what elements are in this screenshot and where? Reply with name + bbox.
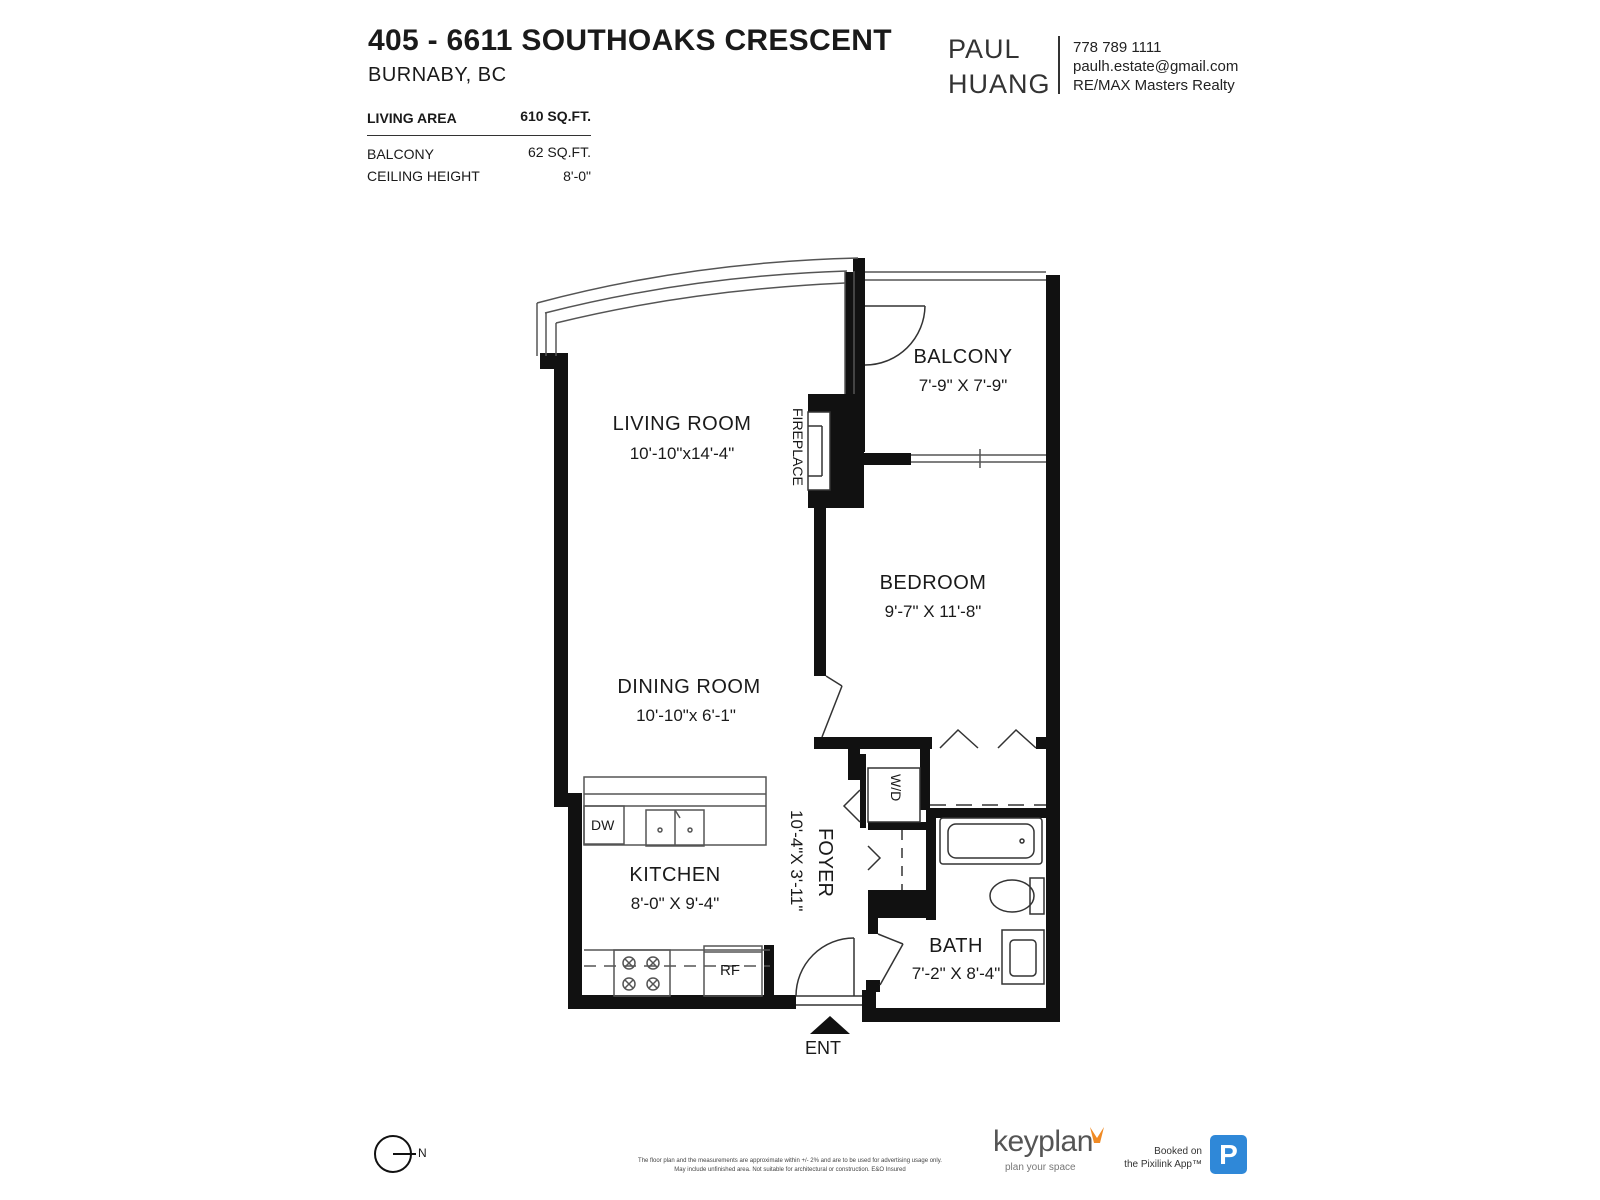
property-address: 405 - 6611 SOUTHOAKS CRESCENT — [368, 24, 892, 57]
toilet-tank — [1030, 878, 1044, 914]
bedroom-balcony-slider — [911, 449, 1046, 468]
room-kitchen-name: KITCHEN — [629, 864, 721, 886]
bath-fixtures — [940, 818, 1044, 984]
dishwasher-label: DW — [591, 817, 615, 833]
wall-bath-door-jamb-low — [866, 980, 880, 992]
room-bedroom-name: BEDROOM — [879, 572, 987, 594]
toilet-bowl — [990, 880, 1034, 912]
living-area-value: 610 SQ.FT. — [520, 108, 591, 124]
keyplan-tagline: plan your space — [1005, 1162, 1076, 1173]
kitchen-counter — [584, 946, 770, 996]
pixilink-booked-text — [1108, 1145, 1202, 1171]
wall-bath-partition — [868, 890, 936, 918]
wall-balcony-left — [845, 272, 865, 452]
wall-left-lower — [568, 793, 582, 1009]
wall-wd-left — [848, 748, 860, 780]
wall-bedroom-bottom — [814, 737, 932, 749]
disclaimer-line-1: The floor plan and the measurements are approximate within +/- 2% and are to be used for advertising usage only. — [638, 1158, 942, 1164]
agent-last-name: HUANG — [948, 69, 1051, 99]
wall-wd-inner — [860, 754, 866, 828]
refrigerator-label: RF — [720, 962, 740, 979]
washer-dryer-label: W/D — [888, 774, 904, 802]
entry-door — [796, 938, 862, 1005]
bathtub — [940, 818, 1042, 864]
room-bedroom-dims: 9'-7" X 11'-8" — [884, 602, 982, 621]
wall-bath-top — [926, 808, 1046, 818]
property-city: BURNABY, BC — [368, 64, 507, 86]
pixilink-app-icon[interactable]: P — [1210, 1135, 1247, 1174]
wall-bottom-left — [568, 995, 796, 1009]
disclaimer — [600, 1157, 980, 1175]
bath-door — [878, 934, 903, 985]
agent-first-name: PAUL — [948, 34, 1021, 64]
living-area-label: LIVING AREA — [367, 110, 457, 126]
curved-window — [537, 258, 1046, 394]
compass — [375, 1136, 416, 1172]
room-foyer-name: FOYER — [814, 828, 836, 897]
closet-bifold-doors — [930, 730, 1046, 805]
wall-wd-bottom — [868, 822, 926, 830]
room-kitchen-dims: 8'-0" X 9'-4" — [630, 894, 720, 913]
room-bath-dims: 7'-2" X 8'-4" — [911, 964, 1001, 983]
fireplace — [808, 412, 830, 490]
fireplace-label: FIREPLACE — [790, 408, 806, 486]
agent-email[interactable]: paulh.estate@gmail.com — [1073, 58, 1239, 75]
keyplan-logo[interactable]: keyplan — [993, 1125, 1093, 1158]
agent-brokerage: RE/MAX Masters Realty — [1073, 77, 1235, 94]
wall-bottom-right — [862, 1008, 1058, 1022]
wall-balcony-bottom — [845, 453, 911, 465]
ceiling-height-value: 8'-0" — [563, 168, 591, 184]
room-balcony-name: BALCONY — [913, 346, 1013, 368]
room-dining-dims: 10'-10"x 6'-1" — [636, 706, 736, 725]
room-dining-name: DINING ROOM — [617, 676, 761, 698]
kitchen-island — [584, 777, 766, 846]
wall-left-cap — [540, 353, 556, 369]
wall-bedroom-bottom-right — [1036, 737, 1050, 749]
ceiling-height-label: CEILING HEIGHT — [367, 168, 480, 184]
wall-top-post — [853, 258, 865, 272]
pixilink-booked-line-1: Booked on — [1154, 1146, 1202, 1157]
room-foyer-dims: 10'-4"X 3'-11" — [787, 810, 806, 912]
entrance-arrow — [810, 1016, 850, 1034]
wall-wd-right — [920, 748, 930, 810]
wall-foyer-jamb — [764, 945, 774, 1009]
balcony-area-value: 62 SQ.FT. — [527, 144, 591, 160]
wall-bottom-jog — [862, 990, 876, 1022]
room-living-name: LIVING ROOM — [612, 413, 752, 435]
balcony-area-label: BALCONY — [367, 146, 434, 162]
agent-phone[interactable]: 778 789 1111 — [1073, 39, 1162, 56]
room-balcony-dims: 7'-9" X 7'-9" — [918, 376, 1008, 395]
wall-bath-door-jamb — [868, 890, 878, 934]
compass-north-label: N — [418, 1146, 427, 1160]
room-living-dims: 10'-10"x14'-4" — [629, 444, 735, 463]
pixilink-booked-line-2: the Pixilink App™ — [1124, 1159, 1202, 1170]
disclaimer-line-2: May include unfinished area. Not suitable for architectural or construction. E&O Insured — [674, 1167, 906, 1173]
wall-right — [1046, 275, 1060, 1022]
entrance-label: ENT — [805, 1038, 841, 1058]
stove — [614, 950, 670, 996]
room-bath-name: BATH — [929, 935, 983, 957]
bedroom-door — [822, 676, 842, 737]
wall-bedroom-left — [814, 508, 826, 676]
wall-left — [554, 353, 568, 799]
